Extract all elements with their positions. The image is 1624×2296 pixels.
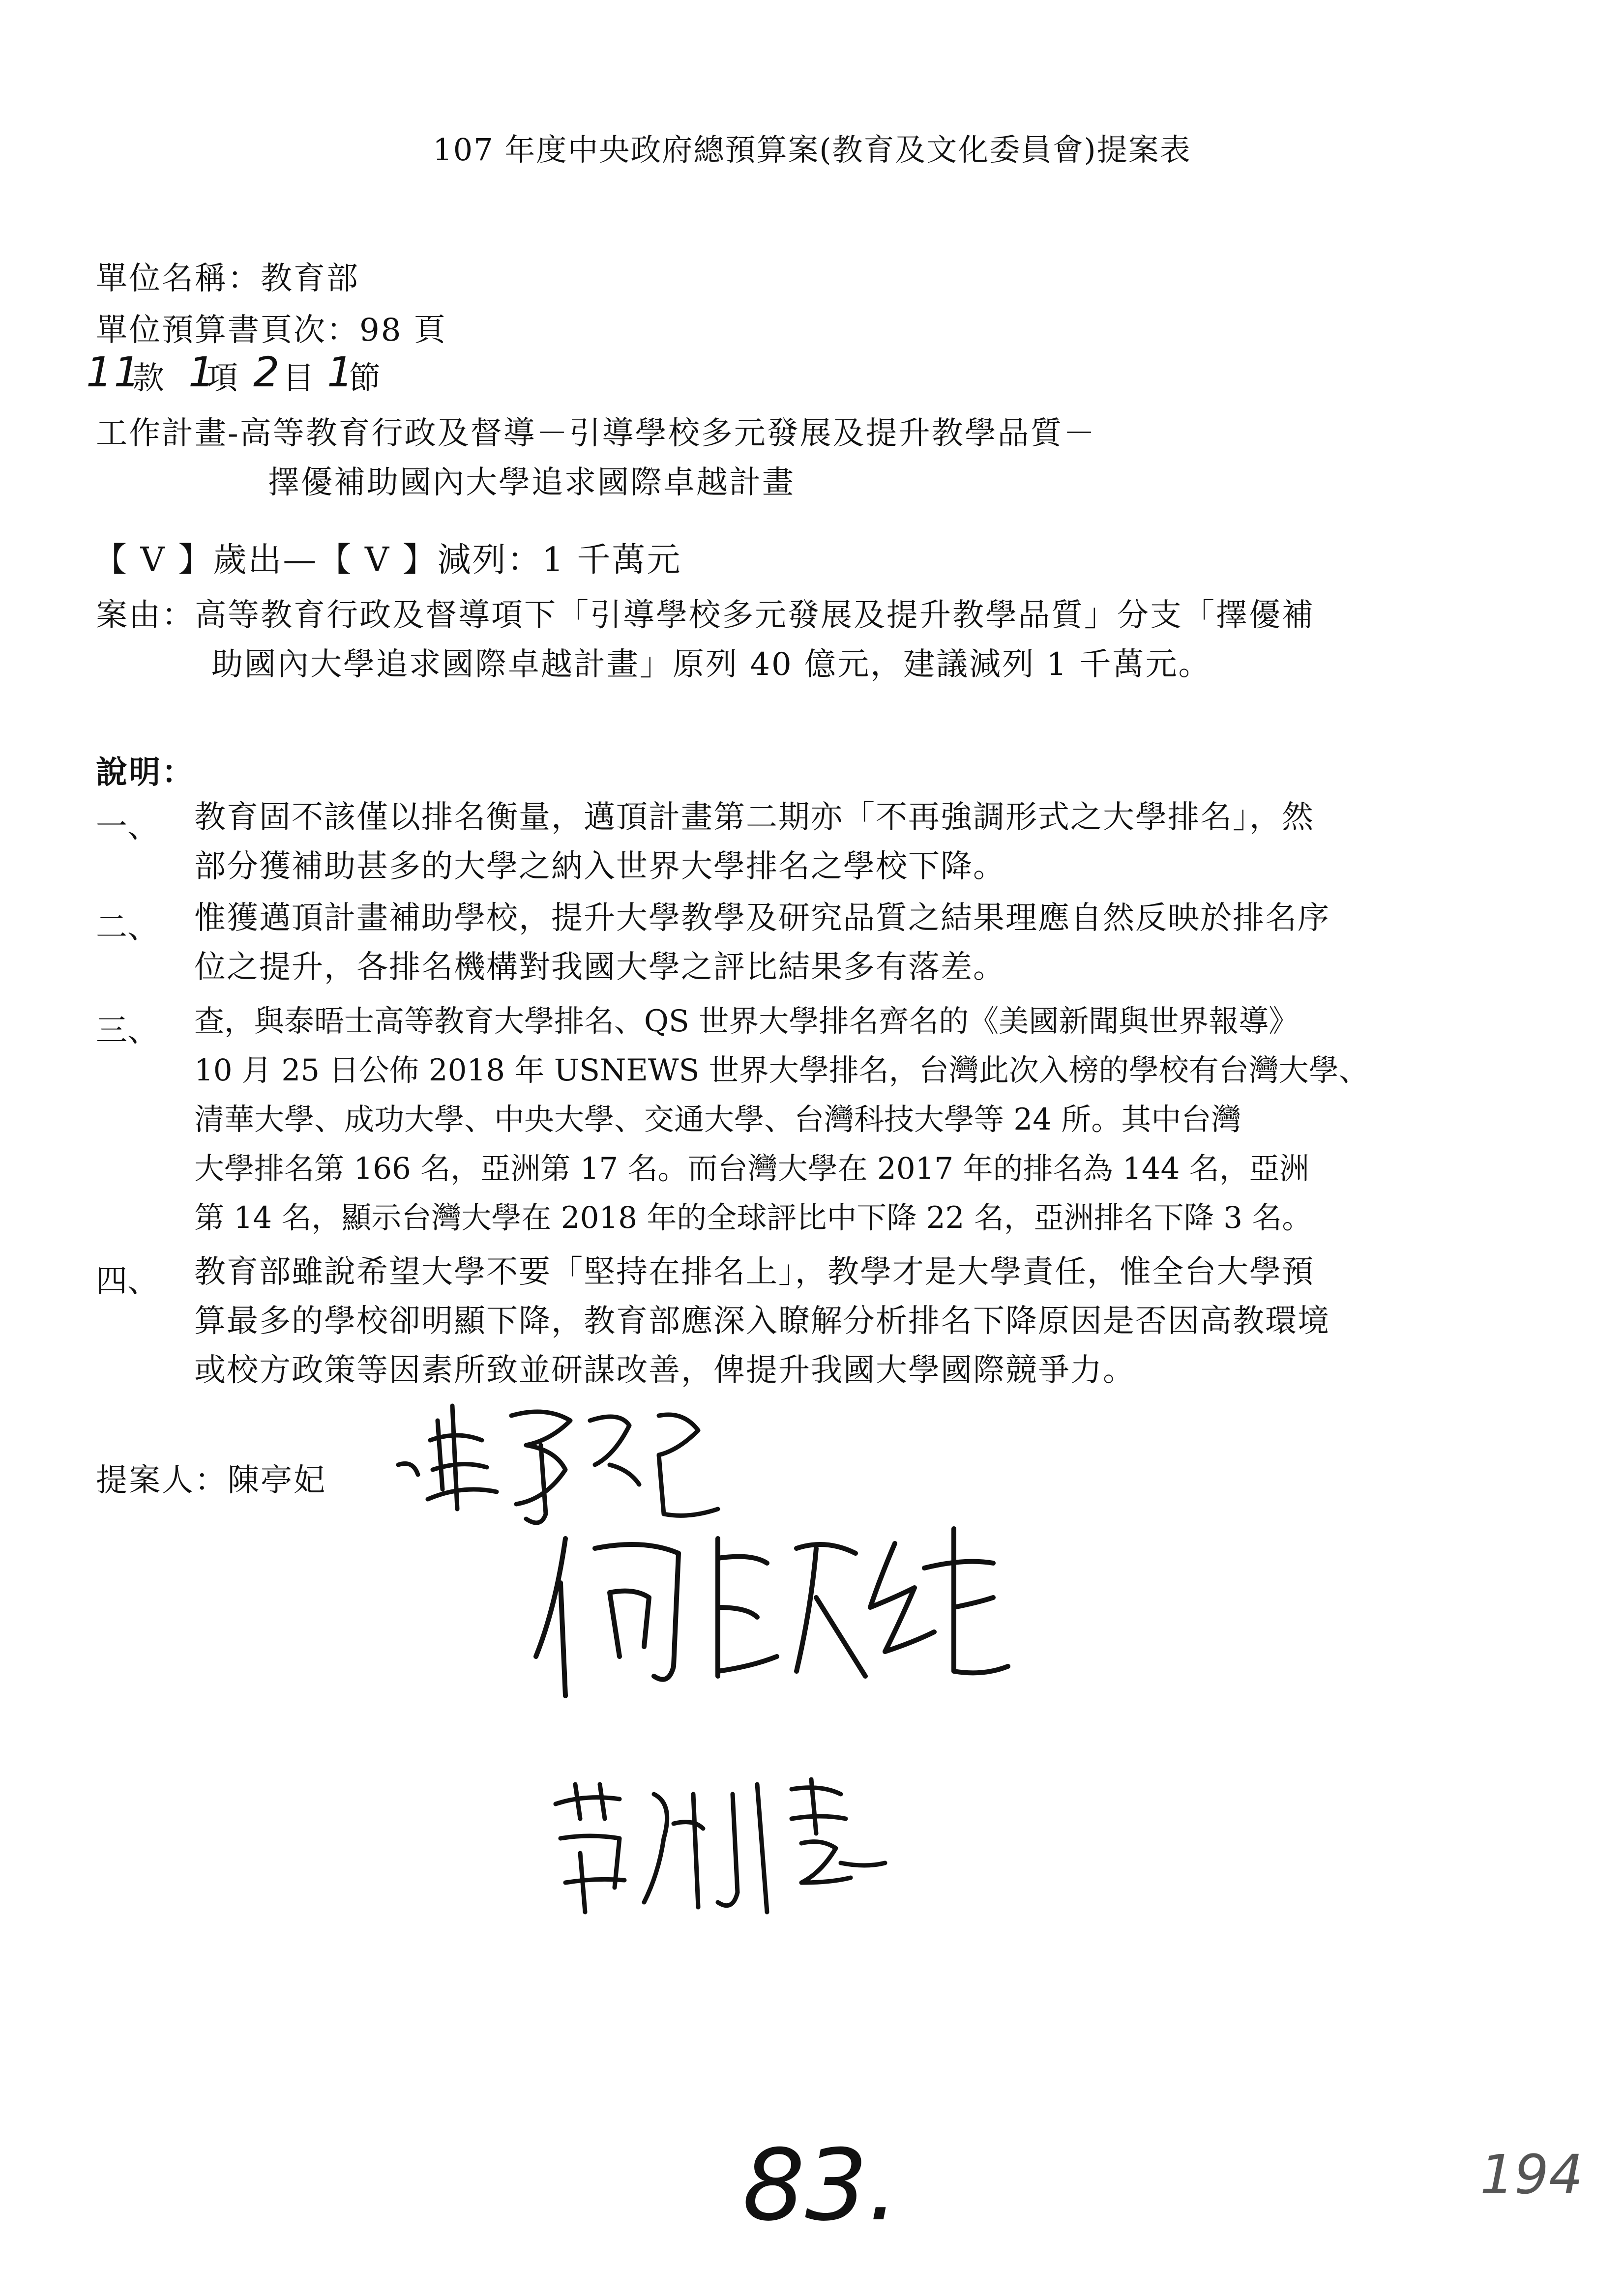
item-line: 惟獲邁頂計畫補助學校，提升大學教學及研究品質之結果理應自然反映於排名序	[194, 900, 1330, 936]
kuan-label: 款	[133, 360, 166, 397]
signature-he-xinchun	[521, 1509, 1013, 1715]
item-line: 大學排名第 166 名，亞洲第 17 名。而台灣大學在 2017 年的排名為 144 名，亞洲	[194, 1151, 1309, 1186]
jie-number: 1	[327, 348, 355, 396]
xiang-number: 1	[188, 348, 216, 396]
jie-label: 節	[349, 360, 382, 397]
work-plan-line2: 擇優補助國內大學追求國際卓越計畫	[268, 465, 795, 501]
budget-section-line	[86, 348, 529, 397]
item-line: 教育固不該僅以排名衡量，邁頂計畫第二期亦「不再強調形式之大學排名」，然	[194, 799, 1314, 836]
page-title: 107 年度中央政府總預算案(教育及文化委員會)提案表	[433, 132, 1191, 168]
item-number: 一、	[96, 809, 159, 845]
item-number: 二、	[96, 909, 159, 946]
xiang-label: 項	[207, 360, 239, 397]
item-line: 部分獲補助甚多的大學之納入世界大學排名之學校下降。	[194, 848, 1005, 885]
case-line1: 案由：高等教育行政及督導項下「引導學校多元發展及提升教學品質」分支「擇優補	[96, 597, 1315, 634]
item-line: 或校方政策等因素所致並研謀改善，俾提升我國大學國際競爭力。	[194, 1352, 1135, 1389]
kuan-number: 11	[86, 348, 142, 396]
budget-page: 單位預算書頁次：98 頁	[96, 312, 447, 349]
unit-name: 單位名稱：教育部	[96, 261, 359, 297]
item-line: 教育部雖說希望大學不要「堅持在排名上」，教學才是大學責任，惟全台大學預	[194, 1254, 1314, 1290]
mu-label: 目	[283, 360, 316, 397]
proposer-label: 提案人：陳亭妃	[96, 1462, 326, 1499]
item-number: 三、	[96, 1013, 159, 1049]
explanation-heading: 說明：	[96, 754, 195, 791]
item-number: 四、	[96, 1263, 159, 1300]
item-line: 查，與泰晤士高等教育大學排名、QS 世界大學排名齊名的《美國新聞與世界報導》	[194, 1004, 1299, 1039]
mu-number: 2	[253, 348, 281, 396]
handwritten-page-number: 83.	[742, 2128, 899, 2243]
item-line: 算最多的學校卻明顯下降，教育部應深入瞭解分析排名下降原因是否因高教環境	[194, 1303, 1330, 1339]
item-line: 清華大學、成功大學、中央大學、交通大學、台灣科技大學等 24 所。其中台灣	[194, 1102, 1241, 1137]
case-line2: 助國內大學追求國際卓越計畫」原列 40 億元，建議減列 1 千萬元。	[211, 646, 1211, 683]
item-line: 10 月 25 日公佈 2018 年 USNEWS 世界大學排名，台灣此次入榜的學校有台灣大學、	[194, 1053, 1369, 1088]
cut-line: 【 V 】歲出—【 V 】減列：1 千萬元	[93, 541, 682, 580]
corner-number: 194	[1480, 2143, 1583, 2206]
item-line: 第 14 名，顯示台灣大學在 2018 年的全球評比中下降 22 名，亞洲排名下降 3 名。	[194, 1200, 1312, 1235]
item-line: 位之提升，各排名機構對我國大學之評比結果多有落差。	[194, 949, 1005, 986]
signature-su-qiaohui	[546, 1765, 890, 1927]
work-plan-line1: 工作計畫-高等教育行政及督導－引導學校多元發展及提升教學品質－	[96, 415, 1096, 452]
